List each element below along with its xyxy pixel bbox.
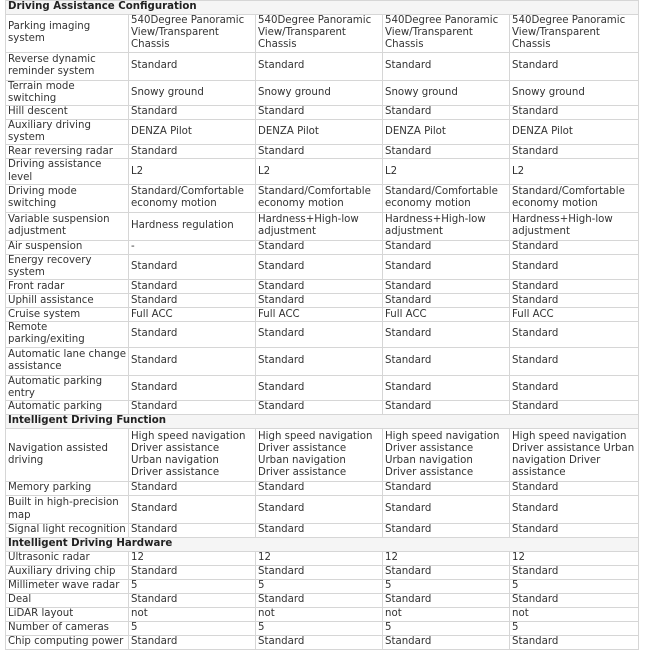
row-value: Standard	[256, 106, 383, 120]
row-value: Full ACC	[510, 308, 639, 322]
row-value: High speed navigation Driver assistance Urban navigation Driver assistance	[256, 429, 383, 482]
row-label: Deal	[6, 594, 129, 608]
row-value: Standard	[510, 636, 639, 650]
row-label: Remote parking/exiting	[6, 322, 129, 347]
row-label: Terrain mode switching	[6, 80, 129, 105]
row-value: Standard	[510, 145, 639, 159]
row-value: Standard	[383, 401, 510, 415]
table-row	[6, 80, 639, 105]
row-value: Standard	[510, 594, 639, 608]
row-value: Standard	[383, 52, 510, 80]
row-label: Hill descent	[6, 106, 129, 120]
table-row	[6, 347, 639, 375]
row-value: 540Degree Panoramic View/Transparent Chassis	[383, 15, 510, 53]
row-value: Standard	[129, 401, 256, 415]
row-label: Automatic parking entry	[6, 375, 129, 400]
row-label: LiDAR layout	[6, 608, 129, 622]
row-value: Hardness regulation	[129, 212, 256, 240]
row-value: Standard	[510, 496, 639, 524]
row-value: Standard	[510, 294, 639, 308]
row-label: Front radar	[6, 280, 129, 294]
row-value: Standard	[510, 280, 639, 294]
row-value: 12	[510, 552, 639, 566]
row-value: Standard	[383, 594, 510, 608]
row-value: Standard	[129, 636, 256, 650]
row-value: Standard	[129, 375, 256, 400]
row-label: Ultrasonic radar	[6, 552, 129, 566]
row-label: Air suspension	[6, 240, 129, 254]
table-row	[6, 608, 639, 622]
row-label: Automatic lane change assistance	[6, 347, 129, 375]
table-row	[6, 212, 639, 240]
row-value: Full ACC	[256, 308, 383, 322]
row-value: -	[129, 240, 256, 254]
row-value: Standard	[383, 347, 510, 375]
table-row	[6, 120, 639, 145]
row-value: Standard	[256, 145, 383, 159]
table-row	[6, 524, 639, 538]
table-row	[6, 294, 639, 308]
row-value: Standard	[383, 482, 510, 496]
row-value: Standard	[383, 145, 510, 159]
row-value: High speed navigation Driver assistance Urban navigation Driver assistance	[383, 429, 510, 482]
row-value: Standard	[256, 496, 383, 524]
row-value: Standard	[510, 524, 639, 538]
row-value: Standard	[256, 375, 383, 400]
row-value: Standard	[510, 322, 639, 347]
row-value: Standard	[383, 636, 510, 650]
row-value: Standard	[383, 322, 510, 347]
row-value: 540Degree Panoramic View/Transparent Chassis	[129, 15, 256, 53]
row-value: L2	[256, 159, 383, 184]
row-label: Memory parking	[6, 482, 129, 496]
row-value: 5	[383, 622, 510, 636]
row-value: Standard	[383, 566, 510, 580]
row-value: Standard	[510, 347, 639, 375]
row-value: not	[256, 608, 383, 622]
table-row	[6, 636, 639, 650]
row-value: Standard/Comfortable economy motion	[383, 184, 510, 212]
row-value: Standard	[129, 322, 256, 347]
row-value: 12	[383, 552, 510, 566]
row-value: Standard	[383, 375, 510, 400]
row-label: Chip computing power	[6, 636, 129, 650]
row-value: 5	[383, 580, 510, 594]
row-value: Standard	[256, 280, 383, 294]
row-value: Standard	[256, 347, 383, 375]
row-value: Standard	[510, 401, 639, 415]
row-value: 540Degree Panoramic View/Transparent Chassis	[256, 15, 383, 53]
table-row	[6, 429, 639, 482]
row-label: Number of cameras	[6, 622, 129, 636]
row-label: Uphill assistance	[6, 294, 129, 308]
row-value: Standard/Comfortable economy motion	[129, 184, 256, 212]
row-value: Full ACC	[129, 308, 256, 322]
table-row	[6, 496, 639, 524]
row-value: Standard	[129, 566, 256, 580]
row-value: 5	[510, 622, 639, 636]
row-value: Snowy ground	[383, 80, 510, 105]
row-value: Standard	[510, 52, 639, 80]
row-value: Standard	[256, 240, 383, 254]
row-value: Standard	[383, 254, 510, 279]
table-row	[6, 622, 639, 636]
row-value: Hardness+High-low adjustment	[256, 212, 383, 240]
table-row	[6, 15, 639, 53]
row-label: Auxiliary driving chip	[6, 566, 129, 580]
table-row	[6, 566, 639, 580]
row-label: Rear reversing radar	[6, 145, 129, 159]
row-label: Parking imaging system	[6, 15, 129, 53]
row-value: Hardness+High-low adjustment	[383, 212, 510, 240]
row-value: Standard	[129, 482, 256, 496]
row-value: Standard	[256, 594, 383, 608]
row-label: Auxiliary driving system	[6, 120, 129, 145]
row-value: Standard	[510, 375, 639, 400]
row-value: Standard	[383, 280, 510, 294]
row-label: Cruise system	[6, 308, 129, 322]
row-value: DENZA Pilot	[383, 120, 510, 145]
row-value: Hardness+High-low adjustment	[510, 212, 639, 240]
row-value: L2	[383, 159, 510, 184]
section-title: Intelligent Driving Hardware	[6, 538, 639, 552]
row-value: Standard	[129, 254, 256, 279]
row-value: High speed navigation Driver assistance Urban navigation Driver assistance	[510, 429, 639, 482]
row-value: Standard	[510, 482, 639, 496]
section-header	[6, 538, 639, 552]
table-row	[6, 254, 639, 279]
row-value: Standard	[129, 594, 256, 608]
row-value: 5	[510, 580, 639, 594]
table-row	[6, 145, 639, 159]
section-title: Intelligent Driving Function	[6, 415, 639, 429]
row-value: 5	[129, 622, 256, 636]
table-row	[6, 52, 639, 80]
row-value: Standard	[256, 482, 383, 496]
table-row	[6, 106, 639, 120]
section-header	[6, 415, 639, 429]
row-value: Standard	[383, 106, 510, 120]
section-header	[6, 1, 639, 15]
row-label: Variable suspension adjustment	[6, 212, 129, 240]
row-value: L2	[129, 159, 256, 184]
table-row	[6, 322, 639, 347]
row-value: Standard	[383, 240, 510, 254]
row-value: 5	[129, 580, 256, 594]
row-value: 12	[129, 552, 256, 566]
row-value: Standard	[129, 145, 256, 159]
row-value: Standard	[129, 52, 256, 80]
row-value: 12	[256, 552, 383, 566]
table-row	[6, 240, 639, 254]
row-value: L2	[510, 159, 639, 184]
row-value: Standard	[256, 566, 383, 580]
row-label: Driving mode switching	[6, 184, 129, 212]
row-value: Standard	[129, 280, 256, 294]
row-value: Full ACC	[383, 308, 510, 322]
row-label: Millimeter wave radar	[6, 580, 129, 594]
row-value: Standard	[510, 106, 639, 120]
section-title: Driving Assistance Configuration	[6, 1, 639, 15]
row-label: Built in high-precision map	[6, 496, 129, 524]
row-value: High speed navigation Driver assistance Urban navigation Driver assistance	[129, 429, 256, 482]
table-row	[6, 482, 639, 496]
row-value: Standard	[129, 524, 256, 538]
row-label: Driving assistance level	[6, 159, 129, 184]
row-value: Snowy ground	[256, 80, 383, 105]
row-value: DENZA Pilot	[129, 120, 256, 145]
row-value: Standard	[256, 322, 383, 347]
row-label: Navigation assisted driving	[6, 429, 129, 482]
row-value: Standard	[383, 496, 510, 524]
row-label: Automatic parking	[6, 401, 129, 415]
row-value: Standard	[383, 294, 510, 308]
row-value: Standard	[256, 52, 383, 80]
row-value: Standard/Comfortable economy motion	[256, 184, 383, 212]
row-value: DENZA Pilot	[256, 120, 383, 145]
row-value: Standard/Comfortable economy motion	[510, 184, 639, 212]
row-value: Snowy ground	[510, 80, 639, 105]
table-row	[6, 184, 639, 212]
row-value: Standard	[510, 566, 639, 580]
row-value: not	[129, 608, 256, 622]
row-value: Snowy ground	[129, 80, 256, 105]
row-value: Standard	[256, 524, 383, 538]
row-value: Standard	[129, 347, 256, 375]
table-row	[6, 280, 639, 294]
row-value: Standard	[129, 496, 256, 524]
row-value: not	[383, 608, 510, 622]
row-value: not	[510, 608, 639, 622]
table-row	[6, 159, 639, 184]
row-value: DENZA Pilot	[510, 120, 639, 145]
table-row	[6, 401, 639, 415]
table-row	[6, 594, 639, 608]
spec-table	[5, 0, 639, 650]
row-value: Standard	[383, 524, 510, 538]
row-value: Standard	[256, 294, 383, 308]
row-value: Standard	[129, 294, 256, 308]
table-row	[6, 580, 639, 594]
row-value: Standard	[129, 106, 256, 120]
row-value: Standard	[256, 254, 383, 279]
row-label: Reverse dynamic reminder system	[6, 52, 129, 80]
row-value: 5	[256, 580, 383, 594]
row-value: Standard	[256, 401, 383, 415]
row-value: 5	[256, 622, 383, 636]
row-label: Signal light recognition	[6, 524, 129, 538]
row-label: Energy recovery system	[6, 254, 129, 279]
table-row	[6, 552, 639, 566]
row-value: Standard	[510, 240, 639, 254]
row-value: 540Degree Panoramic View/Transparent Chassis	[510, 15, 639, 53]
row-value: Standard	[256, 636, 383, 650]
row-value: Standard	[510, 254, 639, 279]
table-row	[6, 308, 639, 322]
table-row	[6, 375, 639, 400]
